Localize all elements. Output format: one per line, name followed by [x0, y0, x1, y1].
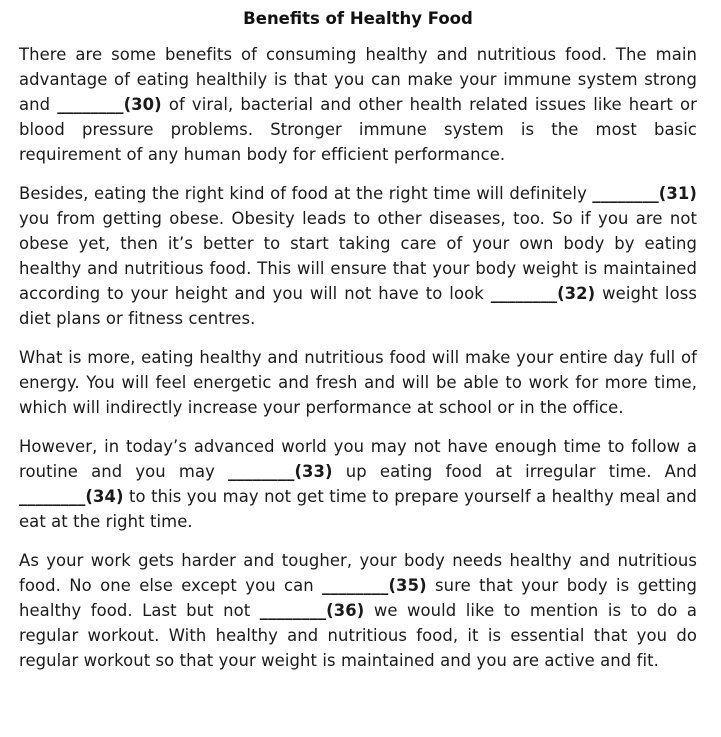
paragraph-text: we would like to mention is to do a regular workout. With healthy and nutritious food, it is essential that you do regular workout so that your weight is maintained and you are active and fit.	[19, 601, 697, 670]
question-number: (32)	[557, 284, 596, 303]
answer-blank	[19, 487, 124, 506]
question-number: (36)	[326, 601, 365, 620]
paragraph-3	[19, 345, 697, 420]
paragraph-text: What is more, eating healthy and nutritious food will make your entire day full of energy. You will feel energetic and fresh and will be able to work for more time, which will indirectly increase your performance at school or in the office.	[19, 348, 697, 417]
blank-line: ________	[19, 487, 86, 506]
document-body	[19, 42, 697, 673]
question-number: (35)	[388, 576, 427, 595]
blank-line: ________	[490, 284, 558, 303]
answer-blank	[322, 576, 427, 595]
question-number: (30)	[123, 95, 162, 114]
blank-line: ________	[592, 184, 659, 203]
paragraph-text: you from getting obese. Obesity leads to other diseases, too. So if you are not obese yet, then it’s better to start taking care of your own body by eating healthy and nutritious food. This will ensure that your body weight is maintained according to your height and you will not have to look	[19, 209, 697, 303]
paragraph-2	[19, 181, 697, 331]
paragraph-1	[19, 42, 697, 167]
paragraph-5	[19, 548, 697, 673]
paragraph-text: weight loss diet plans or fitness centres.	[19, 284, 697, 328]
paragraph-text: sure that your body is getting healthy food. Last but not	[19, 576, 697, 620]
paragraph-text: However, in today’s advanced world you may not have enough time to follow a routine and you may	[19, 437, 697, 481]
blank-line: ________	[322, 576, 389, 595]
blank-line: ________	[57, 95, 124, 114]
paragraph-text: to this you may not get time to prepare yourself a healthy meal and eat at the right time.	[19, 487, 697, 531]
question-number: (34)	[85, 487, 124, 506]
question-number: (31)	[658, 184, 697, 203]
answer-blank	[491, 284, 596, 303]
answer-blank	[260, 601, 365, 620]
paragraph-text: Besides, eating the right kind of food at the right time will definitely	[19, 184, 593, 203]
answer-blank	[592, 184, 697, 203]
paragraph-text: up eating food at irregular time. And	[332, 462, 697, 481]
paragraph-text: of viral, bacterial and other health related issues like heart or blood pressure problems. Stronger immune system is the most basic requirement of any human body for efficient performance.	[19, 95, 697, 164]
answer-blank	[57, 95, 162, 114]
paragraph-4	[19, 434, 697, 534]
document-title: Benefits of Healthy Food	[243, 9, 473, 28]
paragraph-text: There are some benefits of consuming healthy and nutritious food. The main advantage of eating healthily is that you can make your immune system strong and	[19, 45, 697, 114]
paragraph-text: As your work gets harder and tougher, your body needs healthy and nutritious food. No one else except you can	[19, 551, 697, 595]
question-number: (33)	[294, 462, 333, 481]
answer-blank	[228, 462, 333, 481]
blank-line: ________	[259, 601, 327, 620]
blank-line: ________	[228, 462, 295, 481]
